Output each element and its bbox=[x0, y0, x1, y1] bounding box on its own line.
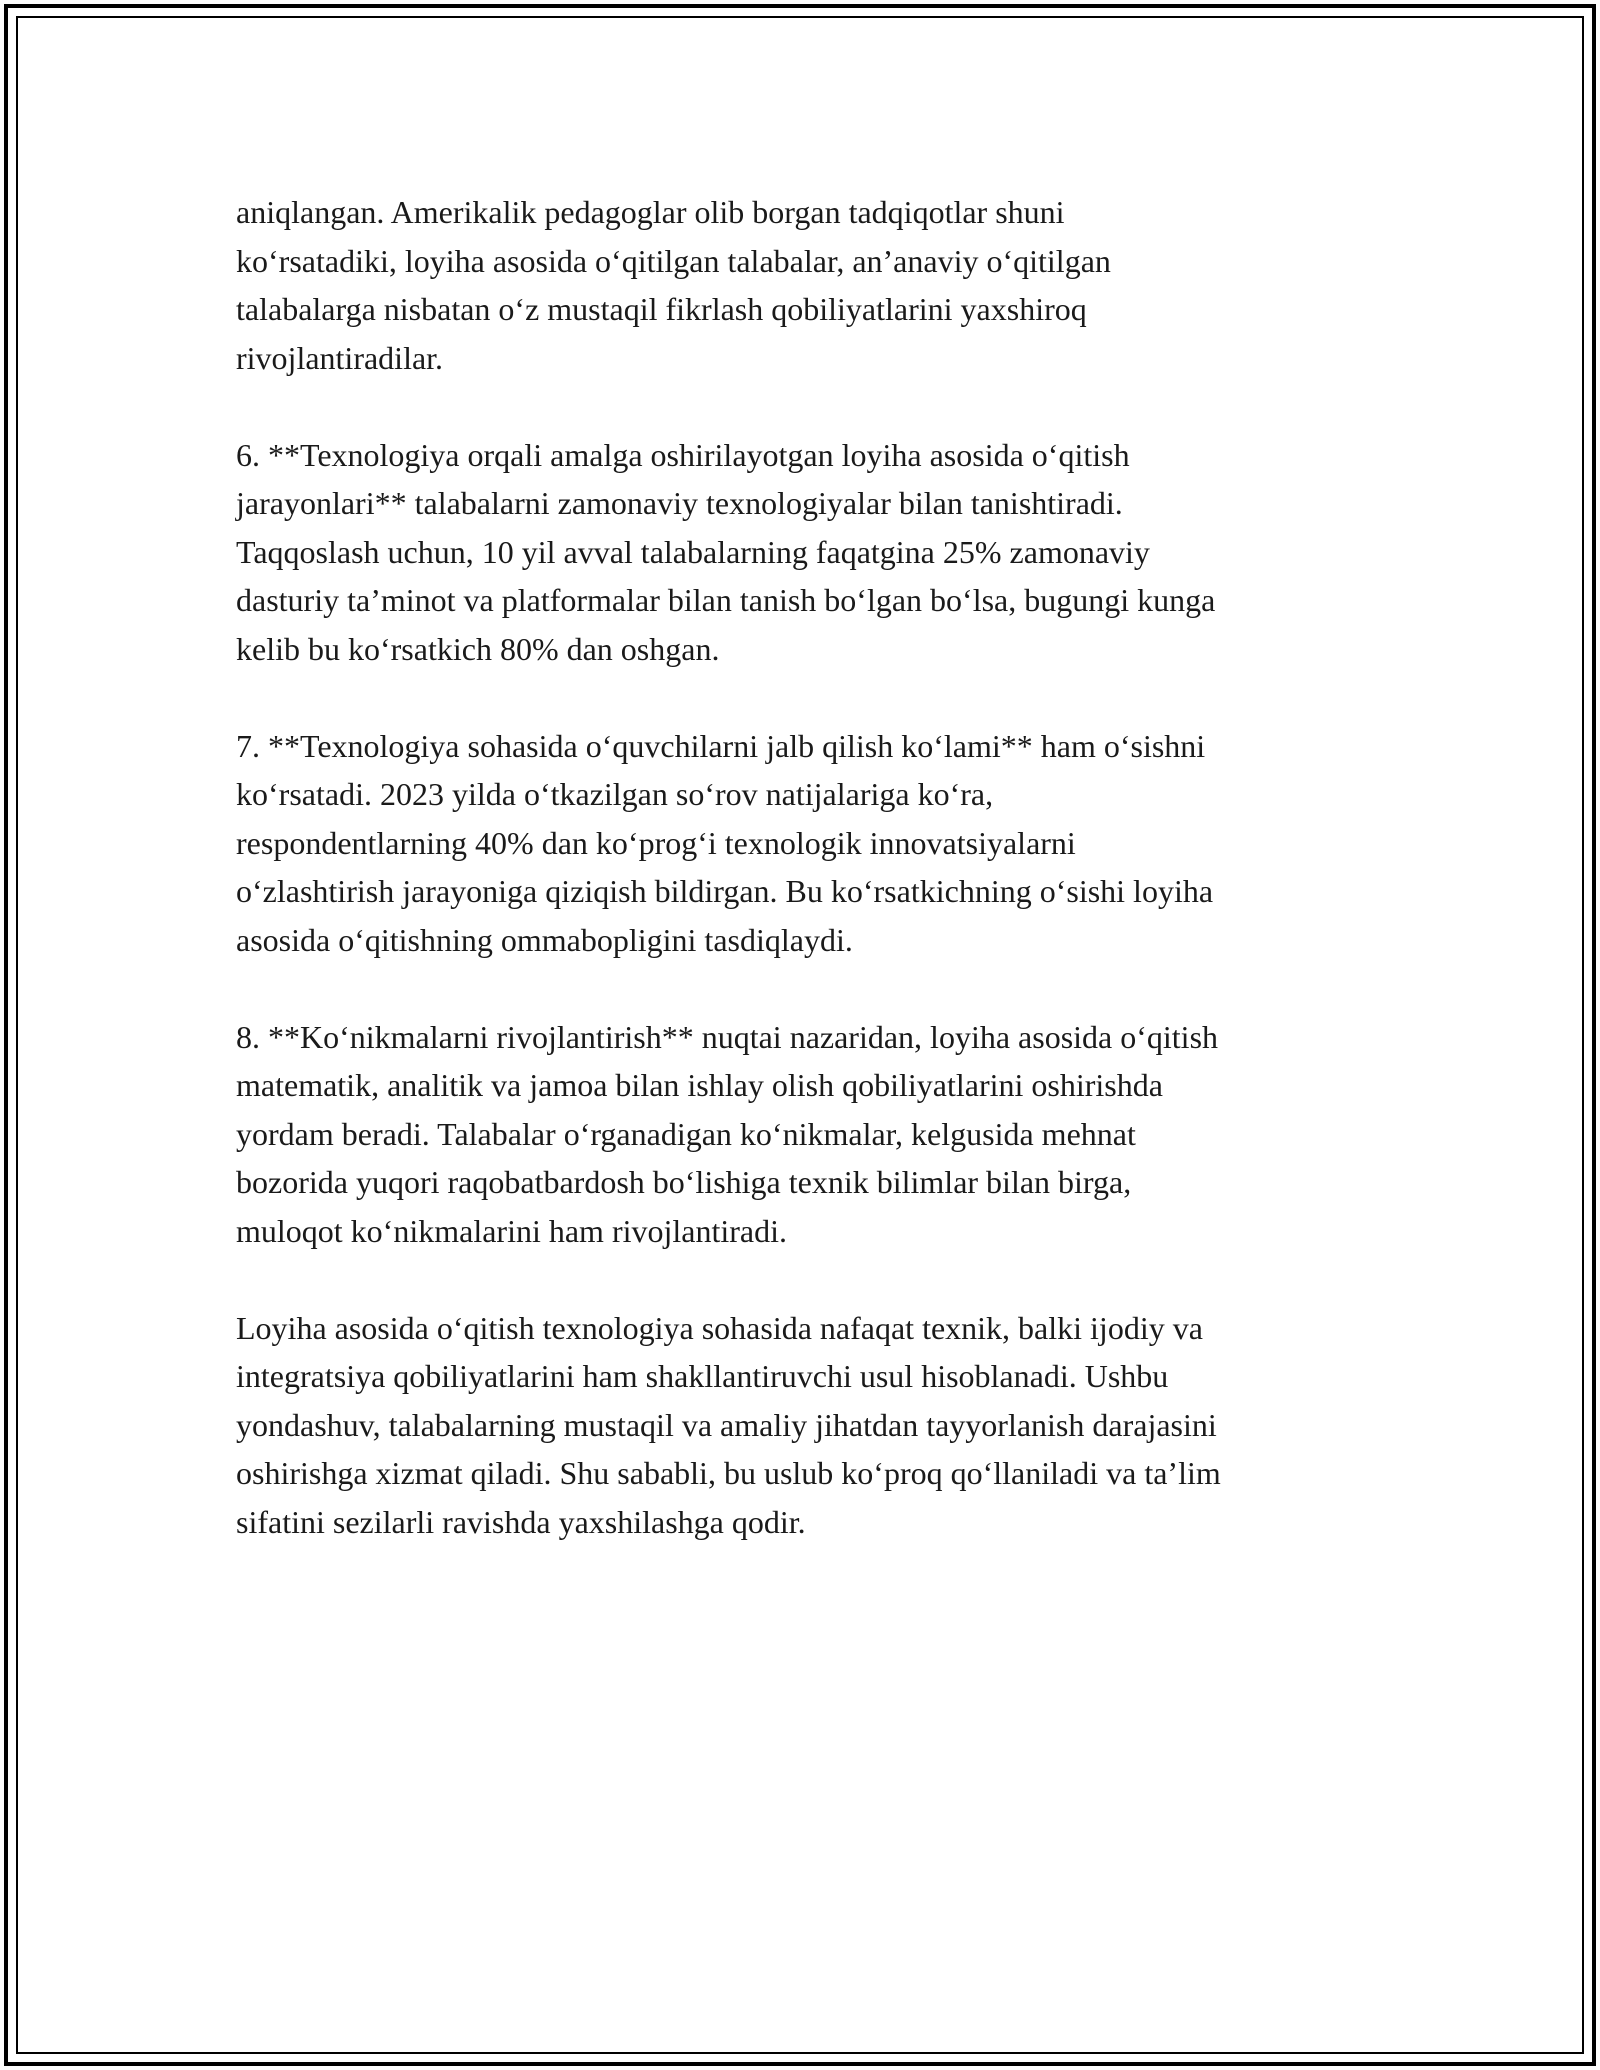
paragraph-intro-continuation: aniqlangan. Amerikalik pedagoglar olib borgan tadqiqotlar shuni ko‘rsatadiki, loyiha asosida o‘qitilgan talabalar, an’anaviy o‘qitilgan talabalarga nisbatan o‘z mustaqil fikrlash qobiliyatlarini yaxshiroq rivojlantiradilar. bbox=[236, 194, 1111, 376]
paragraph-item-6: 6. **Texnologiya orqali amalga oshirilayotgan loyiha asosida o‘qitish jarayonlari** talabalarni zamonaviy texnologiyalar bilan tanishtiradi. Taqqoslash uchun, 10 yil avval talabalarning faqatgina 25% zamonaviy dasturiy ta’minot va platformalar bilan tanish bo‘lgan bo‘lsa, bugungi kunga kelib bu ko‘rsatkich 80% dan oshgan. bbox=[236, 436, 1216, 667]
paragraph-item-8: 8. **Ko‘nikmalarni rivojlantirish** nuqtai nazaridan, loyiha asosida o‘qitish matematik, analitik va jamoa bilan ishlay olish qobiliyatlarini oshirishda yordam beradi. Talabalar o‘rganadigan ko‘nikmalar, kelgusida mehnat bozorida yuqori raqobatbardosh bo‘lishiga texnik bilimlar bilan birga, muloqot ko‘nikmalarini ham rivojlantiradi. bbox=[236, 1018, 1219, 1249]
paragraph-item-7: 7. **Texnologiya sohasida o‘quvchilarni jalb qilish ko‘lami** ham o‘sishni ko‘rsatadi. 2023 yilda o‘tkazilgan so‘rov natijalariga ko‘ra, respondentlarning 40% dan ko‘prog‘i texnologik innovatsiyalarni o‘zlashtirish jarayoniga qiziqish bildirgan. Bu ko‘rsatkichning o‘sishi loyiha asosida o‘qitishning ommabopligini tasdiqlaydi. bbox=[236, 727, 1214, 958]
document-body bbox=[236, 188, 1376, 1595]
paragraph-conclusion: Loyiha asosida o‘qitish texnologiya sohasida nafaqat texnik, balki ijodiy va integratsiya qobiliyatlarini ham shakllantiruvchi usul hisoblanadi. Ushbu yondashuv, talabalarning mustaqil va amaliy jihatdan tayyorlanish darajasini oshirishga xizmat qiladi. Shu sababli, bu uslub ko‘proq qo‘llaniladi va ta’lim sifatini sezilarli ravishda yaxshilashga qodir. bbox=[236, 1309, 1221, 1540]
